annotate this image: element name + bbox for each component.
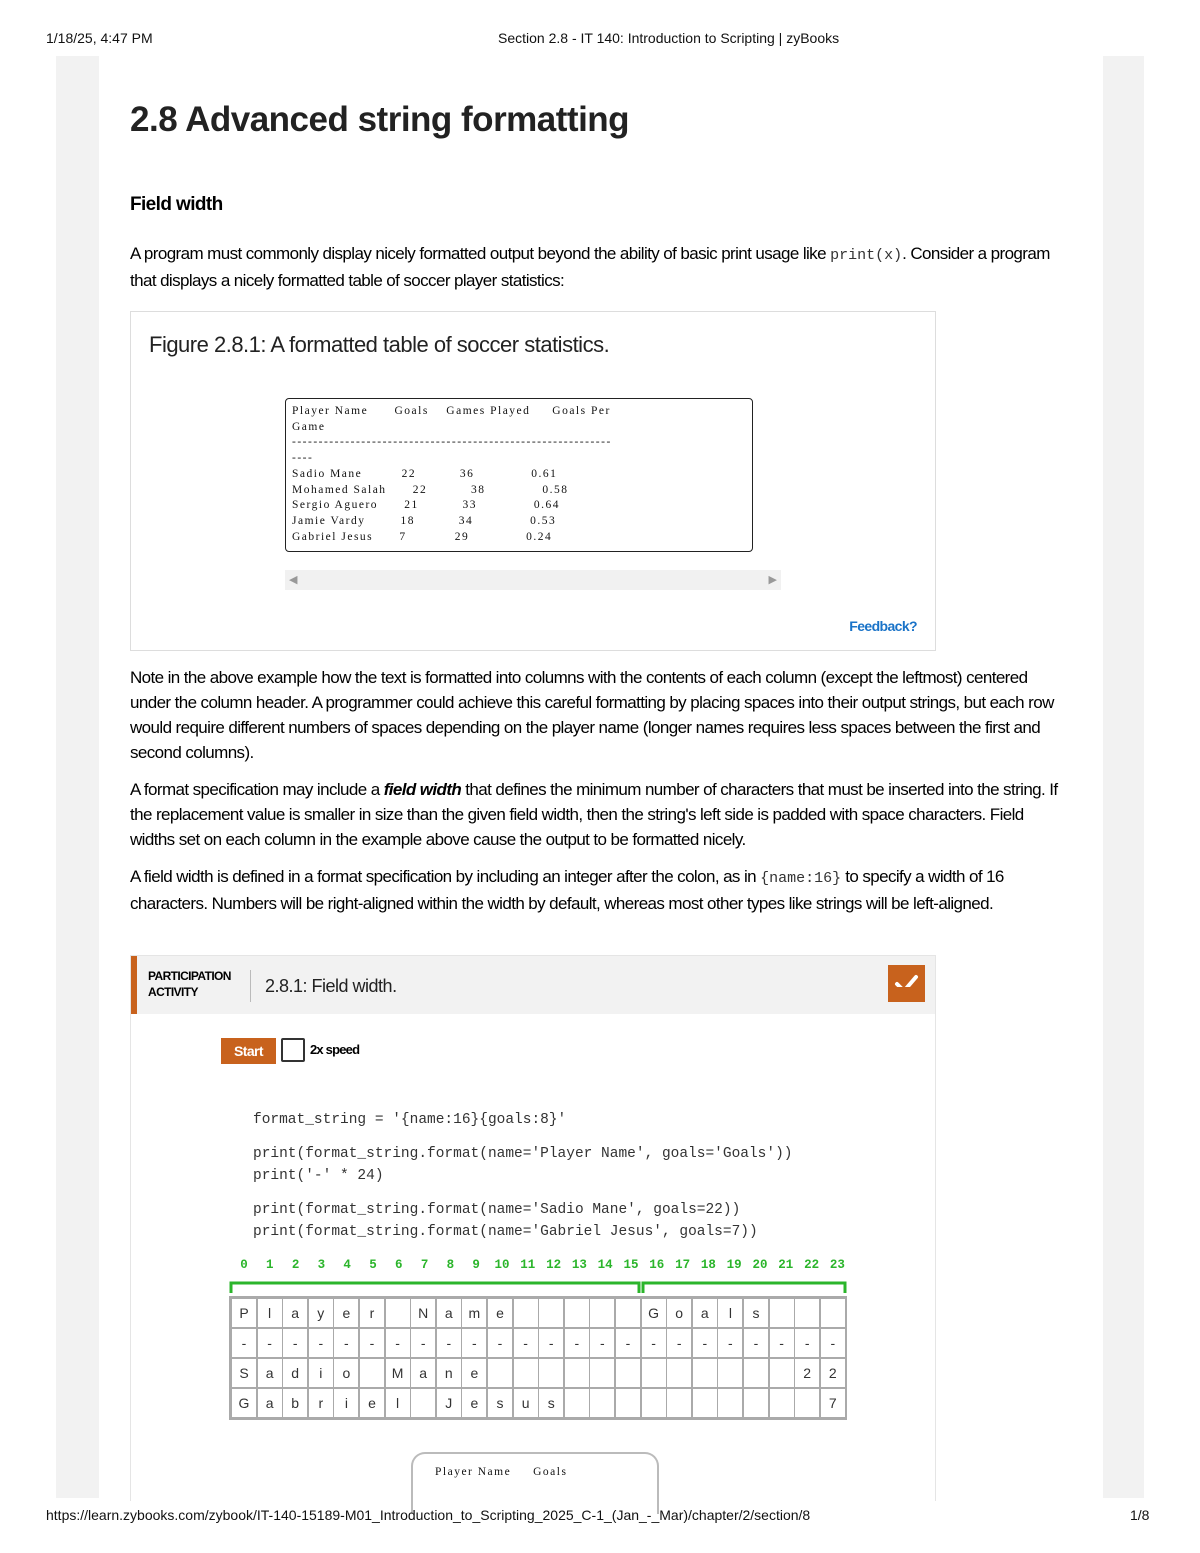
participation-activity	[130, 955, 936, 1501]
grid-cell	[794, 1388, 820, 1418]
feedback-link[interactable]: Feedback?	[849, 618, 917, 634]
grid-cell	[589, 1358, 615, 1388]
completion-check-icon	[888, 965, 925, 1002]
print-page-title: Section 2.8 - IT 140: Introduction to Scripting | zyBooks	[498, 30, 840, 46]
grid-cell: -	[231, 1328, 257, 1358]
grid-cell: 2	[794, 1358, 820, 1388]
grid-cell	[615, 1388, 641, 1418]
column-index-row	[231, 1258, 851, 1276]
column-index: 13	[571, 1258, 587, 1272]
grid-cell: -	[564, 1328, 590, 1358]
grid-cell: -	[769, 1328, 795, 1358]
activity-accent-bar	[131, 956, 137, 1014]
note-paragraph: Note in the above example how the text is formatted into columns with the contents of each column (except the leftmost) centered under the column header. A programmer could achieve this careful formatting by placing spaces into their output strings, but each row would require different numbers of spaces depending on the player name (longer names requires less spaces between the first and second columns).	[130, 668, 1054, 762]
grid-cell	[692, 1358, 718, 1388]
grid-cell	[692, 1388, 718, 1418]
grid-cell: a	[410, 1358, 436, 1388]
grid-cell	[487, 1358, 513, 1388]
formatted-output: Player Name Goals Games Played Goals Per Game ------------------------------------------------------------ ---- Sadio Mane 22 36 0.61 Mohamed Salah 22 38 0.58 Sergio Aguero 21 33 0.64 Jamie Vardy 18 34 0.53 Gabriel Jesus 7 29 0.24	[292, 405, 612, 543]
column-index: 1	[266, 1258, 274, 1272]
column-index: 4	[343, 1258, 351, 1272]
grid-cell: e	[333, 1298, 359, 1328]
speed-label: 2x speed	[310, 1042, 360, 1057]
grid-cell: -	[717, 1328, 743, 1358]
scroll-left-icon[interactable]: ◀	[289, 574, 298, 586]
speed-checkbox[interactable]	[281, 1038, 305, 1062]
grid-cell	[589, 1298, 615, 1328]
column-index: 22	[804, 1258, 820, 1272]
grid-cell: a	[257, 1388, 283, 1418]
grid-cell: s	[538, 1388, 564, 1418]
definition-paragraph: A field width is defined in a format specification by including an integer after the colon, as in {name:16} to specify a width of 16 characters. Numbers will be right-aligned within the width by default, whereas most other types like strings will be left-aligned.	[130, 867, 1004, 913]
grid-cell: e	[487, 1298, 513, 1328]
grid-cell: -	[692, 1328, 718, 1358]
grid-cell	[615, 1358, 641, 1388]
column-index: 9	[472, 1258, 480, 1272]
grid-cell: -	[333, 1328, 359, 1358]
output-preview	[411, 1452, 659, 1514]
grid-cell: l	[257, 1298, 283, 1328]
grid-cell	[717, 1388, 743, 1418]
grid-cell: -	[641, 1328, 667, 1358]
grid-cell: s	[743, 1298, 769, 1328]
output-preview-text: Player Name Goals	[435, 1466, 568, 1478]
grid-cell: M	[385, 1358, 411, 1388]
grid-cell: -	[794, 1328, 820, 1358]
grid-cell	[589, 1388, 615, 1418]
grid-cell: u	[513, 1388, 539, 1418]
scroll-right-icon[interactable]: ▶	[768, 574, 777, 586]
grid-cell: S	[231, 1358, 257, 1388]
grid-cell: a	[692, 1298, 718, 1328]
column-index: 6	[395, 1258, 403, 1272]
column-index: 3	[317, 1258, 326, 1272]
grid-cell	[743, 1358, 769, 1388]
grid-cell: y	[308, 1298, 334, 1328]
grid-cell: 7	[820, 1388, 846, 1418]
code-line: format_string = '{name:16}{goals:8}'	[253, 1112, 567, 1128]
grid-cell: d	[282, 1358, 308, 1388]
column-index: 21	[778, 1258, 794, 1272]
horizontal-scrollbar[interactable]	[285, 570, 781, 590]
grid-cell	[538, 1358, 564, 1388]
grid-cell: e	[461, 1358, 487, 1388]
grid-cell	[794, 1298, 820, 1328]
grid-cell	[513, 1358, 539, 1388]
column-index: 7	[420, 1258, 429, 1272]
header-divider	[250, 970, 251, 1002]
grid-cell: o	[666, 1298, 692, 1328]
figure-title: Figure 2.8.1: A formatted table of soccer statistics.	[149, 332, 610, 357]
column-index: 14	[597, 1258, 613, 1272]
activity-header	[131, 956, 935, 1014]
section-title: 2.8 Advanced string formatting	[130, 100, 630, 139]
column-index: 2	[291, 1258, 300, 1272]
column-index: 0	[240, 1258, 248, 1272]
grid-cell: -	[308, 1328, 334, 1358]
grid-cell: -	[666, 1328, 692, 1358]
grid-cell	[410, 1388, 436, 1418]
grid-cell: P	[231, 1298, 257, 1328]
print-page-number: 1/8	[1130, 1507, 1150, 1523]
grid-cell	[717, 1358, 743, 1388]
grid-cell: i	[308, 1358, 334, 1388]
column-index: 17	[675, 1258, 691, 1272]
column-index: 18	[700, 1258, 716, 1272]
column-index: 11	[520, 1258, 536, 1272]
code-line: print(format_string.format(name='Player Name', goals='Goals'))	[253, 1146, 793, 1162]
code-line: print('-' * 24)	[253, 1168, 384, 1184]
field-width-paragraph: A format specification may include a field width that defines the minimum number of characters that must be inserted into the string. If the replacement value is smaller in size than the given field width, then the string's left side is padded with space characters. Field widths set on each column in the example above cause the output to be formatted nicely.	[130, 780, 1058, 849]
grid-cell: r	[359, 1298, 385, 1328]
grid-cell	[615, 1298, 641, 1328]
grid-cell: -	[359, 1328, 385, 1358]
column-index: 15	[623, 1258, 639, 1272]
column-index: 5	[369, 1258, 377, 1272]
grid-cell: s	[487, 1388, 513, 1418]
grid-cell	[564, 1358, 590, 1388]
grid-cell: a	[257, 1358, 283, 1388]
inline-code: print(x)	[830, 247, 903, 264]
column-index: 19	[726, 1258, 742, 1272]
grid-cell: r	[308, 1388, 334, 1418]
print-datetime: 1/18/25, 4:47 PM	[46, 30, 153, 46]
grid-cell: -	[820, 1328, 846, 1358]
intro-paragraph: A program must commonly display nicely formatted output beyond the ability of basic print usage like print(x). Consider a program that displays a nicely formatted table of soccer player statistics:	[130, 244, 1050, 290]
field-width-term: field width	[383, 780, 462, 799]
grid-cell: -	[589, 1328, 615, 1358]
grid-cell: -	[461, 1328, 487, 1358]
grid-cell	[564, 1298, 590, 1328]
grid-cell	[666, 1388, 692, 1418]
grid-cell: -	[743, 1328, 769, 1358]
grid-cell	[641, 1388, 667, 1418]
grid-cell: i	[333, 1388, 359, 1418]
grid-cell: e	[359, 1388, 385, 1418]
grid-cell	[538, 1298, 564, 1328]
activity-title: 2.8.1: Field width.	[265, 976, 397, 996]
grid-cell: J	[436, 1388, 462, 1418]
print-url: https://learn.zybooks.com/zybook/IT-140-15189-M01_Introduction_to_Scripting_2025_C-1_(Jan_-_Mar)/chapter/2/section/8	[46, 1507, 811, 1523]
grid-cell	[769, 1358, 795, 1388]
figure-soccer-table	[130, 311, 936, 651]
field-bracket	[229, 1279, 849, 1295]
grid-cell: 2	[820, 1358, 846, 1388]
column-index: 23	[829, 1258, 845, 1272]
grid-cell: -	[410, 1328, 436, 1358]
grid-cell: -	[615, 1328, 641, 1358]
activity-label: PARTICIPATION ACTIVITY	[148, 969, 231, 999]
field-width-heading: Field width	[130, 194, 223, 215]
grid-cell: -	[257, 1328, 283, 1358]
grid-cell: -	[436, 1328, 462, 1358]
grid-cell	[385, 1298, 411, 1328]
grid-cell: G	[231, 1388, 257, 1418]
grid-cell: e	[461, 1388, 487, 1418]
output-box	[285, 398, 753, 552]
column-index: 12	[546, 1258, 562, 1272]
grid-cell: G	[641, 1298, 667, 1328]
column-index: 8	[446, 1258, 455, 1272]
grid-cell: -	[487, 1328, 513, 1358]
grid-cell: -	[282, 1328, 308, 1358]
column-index: 20	[752, 1258, 768, 1272]
column-index: 16	[649, 1258, 665, 1272]
grid-cell	[666, 1358, 692, 1388]
grid-cell: l	[385, 1388, 411, 1418]
code-line: print(format_string.format(name='Gabriel Jesus', goals=7))	[253, 1224, 758, 1240]
grid-cell: N	[410, 1298, 436, 1328]
grid-cell	[641, 1358, 667, 1388]
code-line: print(format_string.format(name='Sadio Mane', goals=22))	[253, 1202, 741, 1218]
grid-cell: a	[282, 1298, 308, 1328]
column-index: 10	[494, 1258, 510, 1272]
grid-cell: -	[513, 1328, 539, 1358]
grid-cell: b	[282, 1388, 308, 1418]
grid-cell	[513, 1298, 539, 1328]
grid-cell	[769, 1298, 795, 1328]
inline-code-name16: {name:16}	[760, 870, 842, 887]
grid-cell: -	[385, 1328, 411, 1358]
grid-cell: l	[717, 1298, 743, 1328]
grid-cell: n	[436, 1358, 462, 1388]
grid-cell: o	[333, 1358, 359, 1388]
grid-cell: -	[538, 1328, 564, 1358]
grid-cell	[359, 1358, 385, 1388]
grid-cell	[820, 1298, 846, 1328]
grid-cell	[743, 1388, 769, 1418]
grid-cell: m	[461, 1298, 487, 1328]
grid-cell	[564, 1388, 590, 1418]
character-grid	[229, 1296, 847, 1420]
grid-cell	[769, 1388, 795, 1418]
start-button[interactable]: Start	[221, 1038, 276, 1064]
grid-cell: a	[436, 1298, 462, 1328]
